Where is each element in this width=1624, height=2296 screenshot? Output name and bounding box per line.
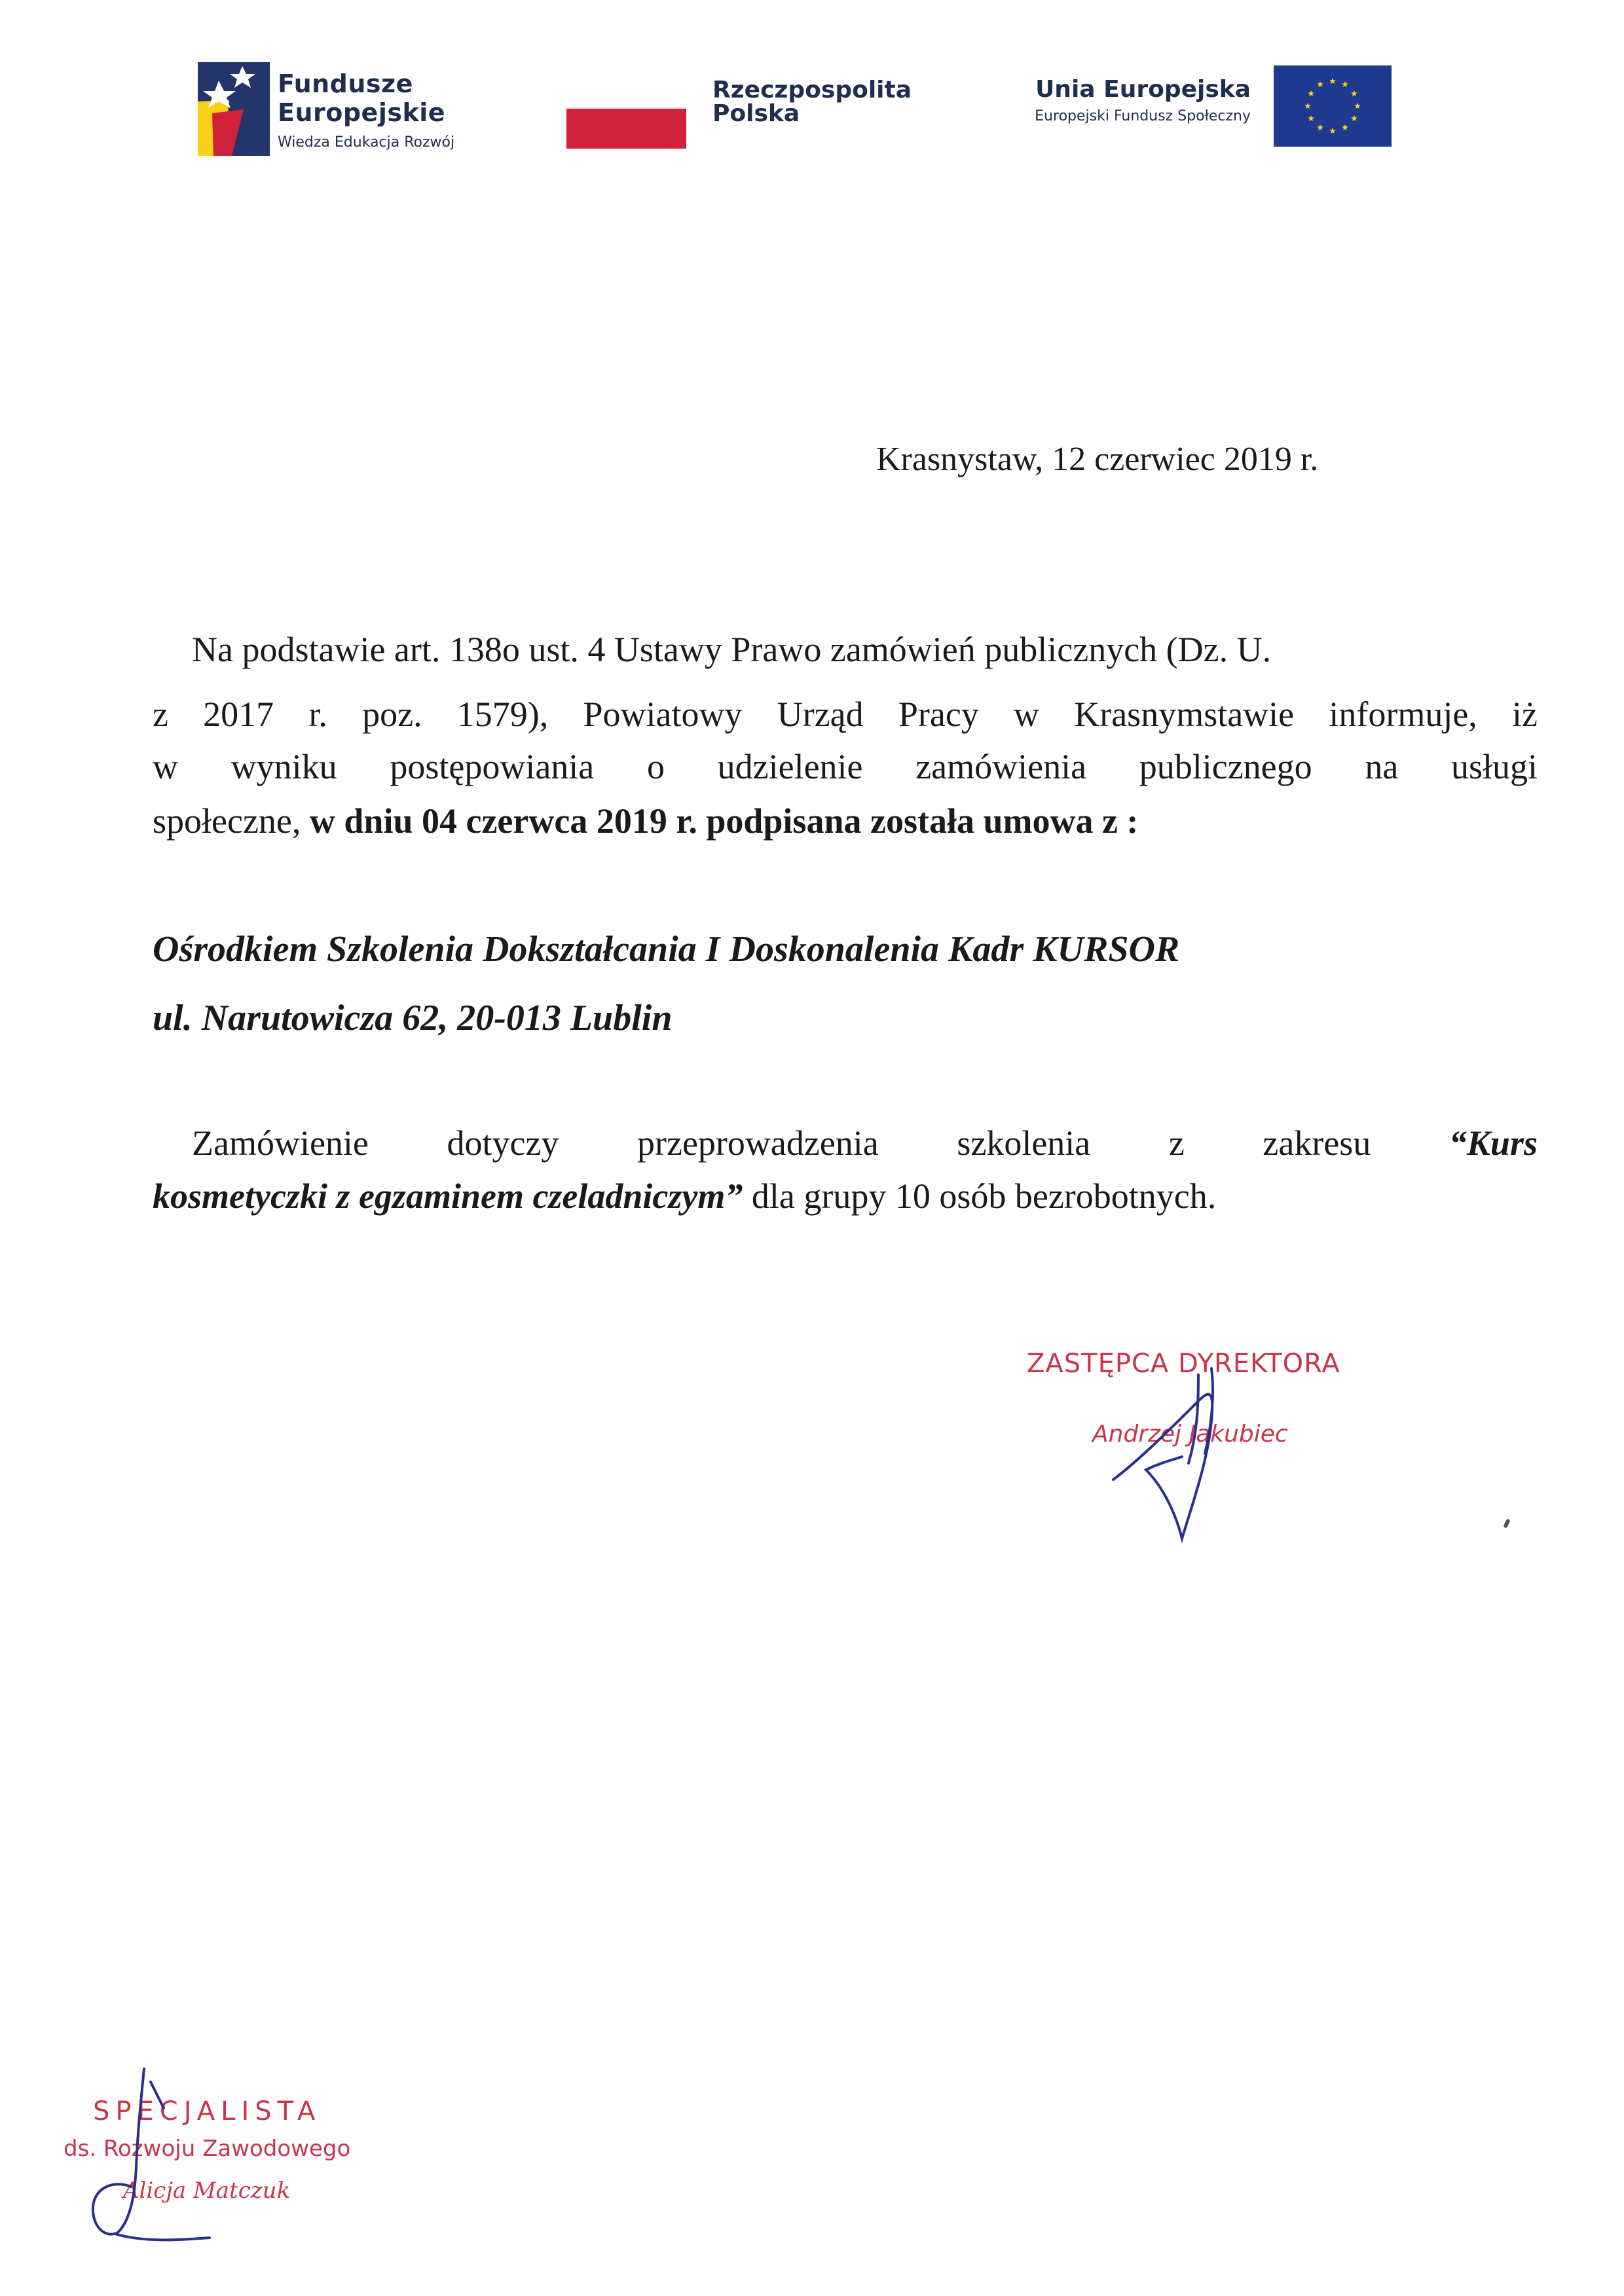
paragraph-1-line-3: w wyniku postępowiania o udzielenie zamówienia publicznego na usługi — [153, 747, 1538, 786]
specialist-stamp-name: Alicja Matczuk — [123, 2178, 291, 2204]
eu-fund-name: Europejski Fundusz Społeczny — [1035, 108, 1251, 124]
p2-line2-text: dla grupy 10 osób bezrobotnych. — [743, 1176, 1217, 1216]
pl-line1: Rzeczpospolita — [712, 77, 912, 103]
specialist-stamp-subtitle: ds. Rozwoju Zawodowego — [64, 2136, 351, 2162]
paragraph-1-line-1: Na podstawie art. 138o ust. 4 Ustawy Prawo zamówień publicznych (Dz. U. — [192, 630, 1272, 669]
rzeczpospolita-polska-text — [712, 79, 912, 126]
pl-line2: Polska — [712, 100, 800, 127]
fe-title-line1: Fundusze — [278, 69, 413, 98]
contractor-address: ul. Narutowicza 62, 20-013 Lublin — [153, 998, 673, 1038]
course-name-start: “Kurs — [1449, 1123, 1538, 1163]
contract-signed-statement: w dniu 04 czerwca 2019 r. podpisana została umowa z : — [309, 801, 1139, 841]
paragraph-1-line-2: z 2017 r. poz. 1579), Powiatowy Urząd Pracy w Krasnymstawie informuje, iż — [153, 695, 1538, 734]
paragraph-2-line-2 — [153, 1171, 1216, 1222]
director-signature — [1100, 1349, 1270, 1545]
p1-line4-text: społeczne, — [153, 801, 310, 841]
polish-flag-logo — [566, 107, 686, 149]
fe-tagline: Wiedza Edukacja Rozwój — [278, 134, 455, 151]
director-stamp-name: Andrzej Jakubiec — [1092, 1421, 1288, 1448]
director-stamp-title: ZASTĘPCA DYREKTORA — [1027, 1349, 1340, 1379]
course-name-end: kosmetyczki z egzaminem czeladniczym” — [153, 1176, 743, 1216]
p2-line1-text: Zamówienie dotyczy przeprowadzenia szkolenia z zakresu — [192, 1123, 1449, 1163]
letter-date: Krasnystaw, 12 czerwiec 2019 r. — [876, 441, 1319, 478]
specialist-stamp-title: SPECJALISTA — [93, 2096, 322, 2126]
eu-flag-logo — [1274, 65, 1392, 147]
paragraph-2-line-1 — [192, 1118, 1538, 1169]
unia-europejska-text — [989, 75, 1251, 128]
paragraph-1-line-4 — [153, 795, 1138, 847]
fundusze-europejskie-text — [278, 69, 454, 156]
fe-title-line2: Europejskie — [278, 98, 446, 127]
fundusze-europejskie-logo — [198, 62, 270, 156]
eu-title: Unia Europejska — [1035, 76, 1251, 103]
logo-bar — [0, 0, 1624, 170]
specialist-signature — [52, 2062, 249, 2259]
ink-speck — [1503, 1518, 1510, 1528]
contractor-name: Ośrodkiem Szkolenia Dokształcania I Doskonalenia Kadr KURSOR — [153, 929, 1180, 970]
